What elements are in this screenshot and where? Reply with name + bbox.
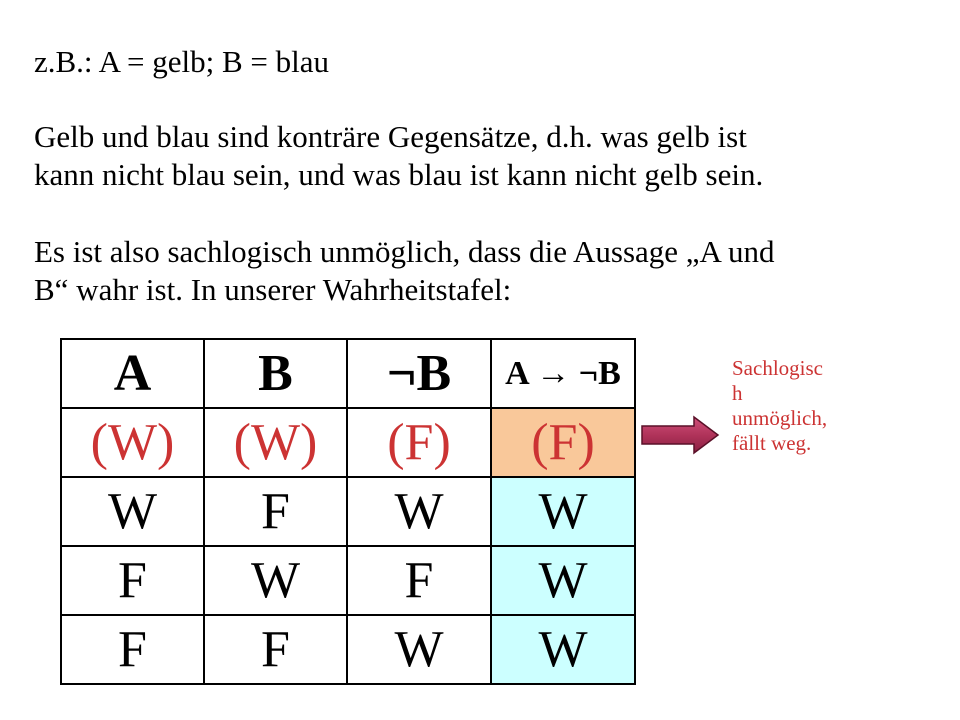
header-a-implies-not-b: A → ¬B [491,339,635,408]
table-cell: F [61,546,204,615]
table-cell: F [204,615,347,684]
table-cell: (W) [204,408,347,477]
table-row [61,477,635,546]
impossible-note: Sachlogisc h unmöglich, fällt weg. [732,356,828,455]
table-cell: (F) [347,408,491,477]
table-cell: (W) [61,408,204,477]
table-cell-result: W [491,546,635,615]
table-cell-result: (F) [491,408,635,477]
table-cell-result: W [491,615,635,684]
table-cell: W [61,477,204,546]
table-cell: F [61,615,204,684]
table-cell: W [347,615,491,684]
conclusion-paragraph: Es ist also sachlogisch unmöglich, dass die Aussage „A und B“ wahr ist. In unserer Wahrheitstafel: [34,234,775,307]
table-row-impossible [61,408,635,477]
table-cell: W [347,477,491,546]
header-a: A [61,339,204,408]
header-not-b: ¬B [347,339,491,408]
table-cell-result: W [491,477,635,546]
header-b: B [204,339,347,408]
right-arrow-icon [640,415,720,455]
table-cell: F [347,546,491,615]
table-cell: W [204,546,347,615]
table-row [61,615,635,684]
truth-table [60,338,636,685]
example-line: z.B.: A = gelb; B = blau [34,44,330,79]
explanation-paragraph: Gelb und blau sind konträre Gegensätze, d.h. was gelb ist kann nicht blau sein, und was blau ist kann nicht gelb sein. [34,119,764,192]
table-header-row [61,339,635,408]
table-row [61,546,635,615]
table-cell: F [204,477,347,546]
